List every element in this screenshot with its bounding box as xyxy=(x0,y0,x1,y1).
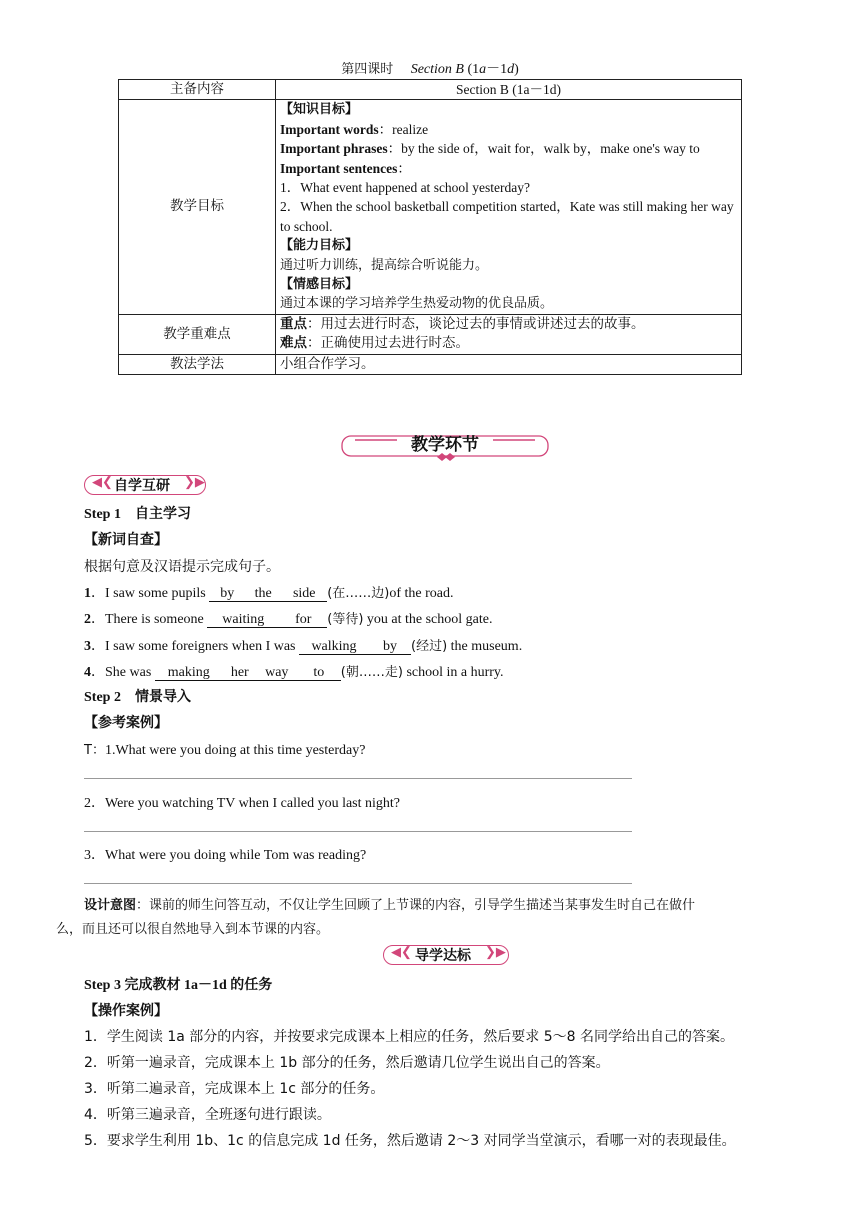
right-arrow-icon: ❯▶ xyxy=(184,474,205,489)
section-banner-title: 教学环节 xyxy=(411,435,479,455)
question-1: T：1.What were you doing at this time yesterday? xyxy=(84,743,366,758)
answer-blank[interactable]: for xyxy=(279,612,327,628)
emotion-title: 【情感目标】 xyxy=(280,277,359,293)
sentence-2: 2．When the school basketball competition started，Kate was still making her way to school. xyxy=(280,199,734,234)
content-value: Section B (1a－1d) xyxy=(276,80,742,100)
left-arrow-icon: ◀❮ xyxy=(92,474,113,489)
answer-blank[interactable]: by xyxy=(209,586,245,602)
ability-text: 通过听力训练，提高综合听说能力。 xyxy=(280,257,489,273)
method-label: 教法学法 xyxy=(119,354,276,374)
lesson-plan-table xyxy=(118,79,742,375)
method-text: 小组合作学习。 xyxy=(276,354,742,374)
operation-title: 【操作案例】 xyxy=(84,1003,168,1019)
ability-title: 【能力目标】 xyxy=(280,238,359,254)
important-words: Important words：realize xyxy=(280,121,429,137)
answer-blank[interactable]: making xyxy=(155,665,223,681)
table-row-goals xyxy=(119,100,742,314)
key-label: 教学重难点 xyxy=(119,314,276,354)
step-1: Step 1 自主学习 xyxy=(84,507,191,522)
left-arrow-icon: ◀❮ xyxy=(391,944,412,959)
sentence-1: 1．What event happened at school yesterday? xyxy=(280,180,531,196)
answer-line[interactable] xyxy=(84,778,632,779)
fill-item-2: 2．There is someone waiting for (等待) you at the school gate. xyxy=(84,612,493,627)
table-row-content xyxy=(119,80,742,100)
important-phrases: Important phrases：by the side of，wait for，walk by，make one's way to xyxy=(280,141,700,157)
banner-guide-text: 导学达标 xyxy=(415,948,471,964)
important-sentences: Important sentences： xyxy=(280,160,411,176)
answer-blank[interactable]: the xyxy=(245,586,281,602)
lesson-title: 第四课时 Section B (1a－1d) xyxy=(341,62,519,77)
answer-blank[interactable]: side xyxy=(281,586,327,602)
content-label: 主备内容 xyxy=(119,80,276,100)
key-point: 重点：用过去进行时态，谈论过去的事情或讲述过去的故事。 xyxy=(280,315,645,332)
goals-label: 教学目标 xyxy=(119,100,276,314)
fill-item-1: 1．I saw some pupils by the side (在……边)of the road. xyxy=(84,586,454,601)
key-content xyxy=(276,314,742,354)
design-intent-cont: 么，而且还可以很自然地导入到本节课的内容。 xyxy=(56,922,330,937)
operation-item-4: 4．听第三遍录音，全班逐句进行跟读。 xyxy=(84,1107,331,1123)
answer-blank[interactable]: way xyxy=(257,665,297,681)
answer-blank[interactable]: waiting xyxy=(207,612,279,628)
fill-item-3: 3．I saw some foreigners when I was walking by (经过) the museum. xyxy=(84,639,523,654)
answer-line[interactable] xyxy=(84,883,632,884)
banner-self-study-text: 自学互研 xyxy=(114,478,170,494)
banner-guide xyxy=(383,945,511,965)
new-words-title: 【新词自查】 xyxy=(84,532,168,548)
operation-item-3: 3．听第二遍录音，完成课本上 1c 部分的任务。 xyxy=(84,1081,385,1097)
operation-item-5: 5．要求学生利用 1b、1c 的信息完成 1d 任务，然后邀请 2～3 对同学当堂演示，看哪一对的表现最佳。 xyxy=(84,1133,736,1149)
emotion-text: 通过本课的学习培养学生热爱动物的优良品质。 xyxy=(280,296,554,312)
table-row-key xyxy=(119,314,742,354)
knowledge-title: 【知识目标】 xyxy=(280,102,359,118)
design-intent: 设计意图：课前的师生问答互动，不仅让学生回顾了上节课的内容，引导学生描述当某事发生时自己在做什 xyxy=(84,898,696,913)
banner-self-study xyxy=(84,475,208,495)
goals-content xyxy=(276,100,742,314)
section-banner xyxy=(341,430,549,464)
answer-line[interactable] xyxy=(84,831,632,832)
operation-item-1: 1．学生阅读 1a 部分的内容，并按要求完成课本上相应的任务，然后要求 5～8 名同学给出自己的答案。 xyxy=(84,1029,735,1045)
difficult-point: 难点：正确使用过去进行时态。 xyxy=(280,335,469,352)
step-2: Step 2 情景导入 xyxy=(84,690,191,705)
right-arrow-icon: ❯▶ xyxy=(485,944,506,959)
answer-blank[interactable]: walking xyxy=(299,639,369,655)
answer-blank[interactable]: by xyxy=(369,639,411,655)
question-3: 3．What were you doing while Tom was reading? xyxy=(84,848,367,863)
answer-blank[interactable]: her xyxy=(223,665,257,681)
instruction: 根据句意及汉语提示完成句子。 xyxy=(84,559,280,575)
step-3: Step 3 完成教材 1a－1d 的任务 xyxy=(84,978,273,993)
table-row-method xyxy=(119,354,742,374)
answer-blank[interactable]: to xyxy=(297,665,341,681)
case-title: 【参考案例】 xyxy=(84,715,168,731)
fill-item-4: 4．She was making her way to (朝……走) school in a hurry. xyxy=(84,665,504,680)
operation-item-2: 2．听第一遍录音，完成课本上 1b 部分的任务，然后邀请几位学生说出自己的答案。 xyxy=(84,1055,610,1071)
question-2: 2．Were you watching TV when I called you last night? xyxy=(84,796,400,811)
